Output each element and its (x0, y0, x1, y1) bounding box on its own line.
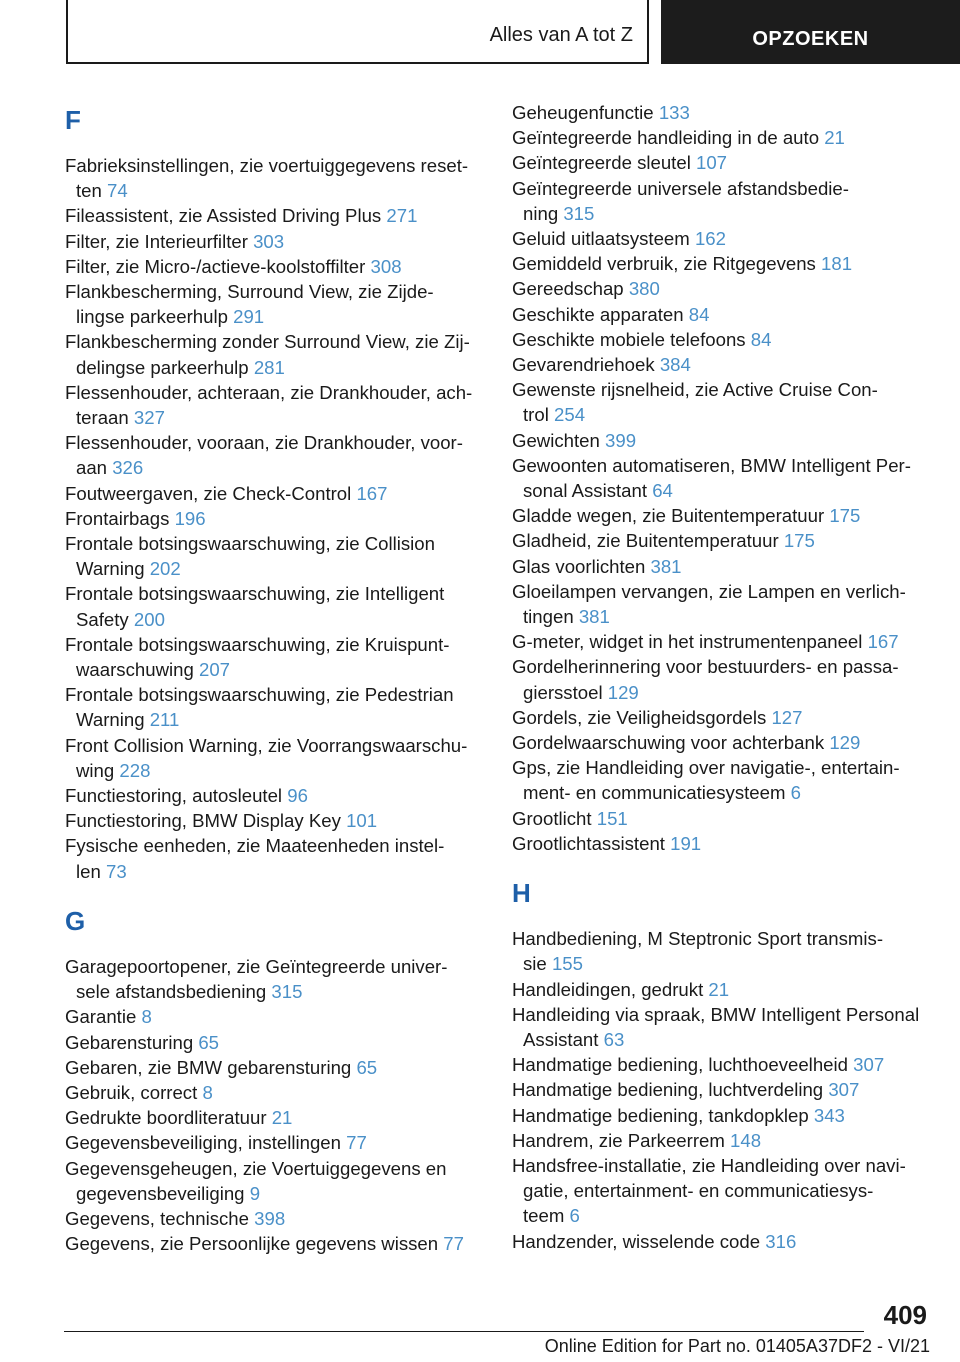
index-entry (65, 682, 485, 732)
index-entry-text: Flankbescherming, Surround View, zie Zijde‐ (65, 281, 434, 303)
index-entry (512, 629, 932, 654)
index-entry-text: Flessenhouder, achteraan, zie Drankhouder, ach‐ (65, 381, 473, 403)
index-entry-text: Gladde wegen, zie Buitentemperatuur (512, 505, 825, 527)
page-link[interactable]: 127 (771, 706, 803, 728)
index-entry-text: Gegevensgeheugen, zie Voertuiggegevens en (65, 1157, 447, 1179)
page-link[interactable]: 399 (605, 429, 637, 451)
index-entry-text: Glas voorlichten (512, 555, 646, 577)
index-entry (512, 125, 932, 150)
page-link[interactable]: 162 (694, 228, 726, 250)
page-link[interactable]: 8 (141, 1006, 152, 1028)
page-link[interactable]: 211 (149, 709, 180, 731)
index-entry-text: Front Collision Warning, zie Voorrangswaarschu‐ (65, 734, 468, 756)
page-link[interactable]: 381 (650, 555, 682, 577)
page-link[interactable]: 191 (670, 832, 702, 854)
page-link[interactable]: 129 (829, 732, 861, 754)
index-entry-text: Gevarendriehoek (512, 354, 655, 376)
index-entry (65, 279, 485, 329)
index-entry-text: Frontale botsingswaarschuwing, zie Collision (65, 533, 435, 555)
index-entry (65, 506, 485, 531)
page-link[interactable]: 167 (867, 631, 899, 653)
index-entry (512, 377, 932, 427)
index-entry (65, 481, 485, 506)
index-entry-text: Flessenhouder, vooraan, zie Drankhouder, voor‐ (65, 432, 463, 454)
index-entry-text: Frontale botsingswaarschuwing, zie Pedestrian (65, 684, 454, 706)
index-entry-text: Gps, zie Handleiding over navigatie-, entertain‐ (512, 757, 900, 779)
index-entry (512, 226, 932, 251)
index-entry-text: Fysische eenheden, zie Maateenheden instel‐ (65, 835, 445, 857)
index-entry-text: Geïntegreerde handleiding in de auto (512, 127, 820, 149)
index-entry (65, 329, 485, 379)
index-entry-text: Assistant (523, 1028, 599, 1050)
index-entry-text: teraan (76, 407, 129, 429)
index-entry (512, 528, 932, 553)
index-entry-text: Fileassistent, zie Assisted Driving Plus (65, 205, 382, 227)
index-entry-text: Geïntegreerde universele afstandsbedie‐ (512, 177, 849, 199)
index-entry-text: giersstoel (523, 681, 603, 703)
page-link[interactable]: 343 (813, 1104, 845, 1126)
index-entry-text: Gordelherinnering voor bestuurders- en passa‐ (512, 656, 899, 678)
index-entry-text: Gladheid, zie Buitentemperatuur (512, 530, 779, 552)
page-link[interactable]: 291 (233, 306, 265, 328)
index-entry (65, 954, 485, 1004)
index-entry-text: gatie, entertainment- en communicatiesys‐ (523, 1180, 874, 1202)
page-link[interactable]: 133 (658, 102, 690, 123)
index-entry (512, 176, 932, 226)
index-entry-text: waarschuwing (76, 659, 194, 681)
index-entry-text: Handmatige bediening, luchthoeveelheid (512, 1054, 848, 1076)
page-link[interactable]: 8 (202, 1081, 213, 1103)
page-link[interactable]: 254 (554, 404, 586, 426)
page-link[interactable]: 398 (254, 1207, 286, 1229)
index-entry (512, 1002, 932, 1052)
index-entry (65, 1231, 485, 1256)
index-entry-text: sonal Assistant (523, 480, 648, 502)
page-link[interactable]: 6 (790, 782, 801, 804)
index-entry-text: Warning (76, 709, 145, 731)
page-link[interactable]: 303 (253, 230, 285, 252)
page-link[interactable]: 151 (596, 807, 628, 829)
page-link[interactable]: 77 (346, 1132, 367, 1154)
index-entry-text: Fabrieksinstellingen, zie voertuiggegevens reset‐ (65, 155, 469, 176)
index-entry (65, 1080, 485, 1105)
index-entry (65, 153, 485, 203)
page-link[interactable]: 326 (112, 457, 144, 479)
page-link[interactable]: 84 (688, 303, 710, 325)
index-entry-text: Handmatige bediening, tankdopklep (512, 1104, 809, 1126)
index-entry (65, 1206, 485, 1231)
page-link[interactable]: 271 (386, 205, 418, 227)
index-entry-text: trol (523, 404, 549, 426)
page-link[interactable]: 21 (708, 978, 730, 1000)
index-entry-text: Handleiding via spraak, BMW Intelligent Personal (512, 1003, 920, 1025)
footer-divider (64, 1331, 864, 1332)
index-entry-text: Gordelwaarschuwing voor achterbank (512, 732, 825, 754)
index-entry (65, 808, 485, 833)
index-entry (512, 1153, 932, 1229)
index-entry-text: Geïntegreerde sleutel (512, 152, 691, 174)
page-link[interactable]: 175 (783, 530, 815, 552)
index-entry (65, 1055, 485, 1080)
page-link[interactable]: 316 (765, 1230, 797, 1252)
breadcrumb: Alles van A tot Z (489, 24, 633, 46)
index-entry-text: Frontale botsingswaarschuwing, zie Intelligent (65, 583, 445, 605)
index-entry (512, 1128, 932, 1153)
page-link[interactable]: 148 (730, 1129, 762, 1151)
index-entry (65, 783, 485, 808)
page-link[interactable]: 101 (346, 810, 378, 832)
header-frame (66, 0, 649, 64)
index-entry (65, 833, 485, 883)
index-entry-text: Frontairbags (65, 507, 170, 529)
index-entry (512, 1229, 932, 1254)
index-entry (512, 276, 932, 301)
index-entry (512, 1052, 932, 1077)
index-entry (65, 380, 485, 430)
index-entry-text: ning (523, 202, 559, 224)
section-letter: F (65, 105, 81, 135)
index-entry-text: Safety (76, 608, 129, 630)
index-entry-text: len (76, 860, 101, 882)
index-entry-text: Geschikte apparaten (512, 303, 684, 325)
index-entry (512, 831, 932, 856)
page-link[interactable]: 63 (603, 1028, 625, 1050)
index-entry (512, 453, 932, 503)
index-entry-text: Handsfree-installatie, zie Handleiding over navi‐ (512, 1154, 906, 1176)
page-link[interactable]: 307 (828, 1079, 860, 1101)
index-entry-text: Gereedschap (512, 278, 624, 300)
index-entry-text: Warning (76, 558, 145, 580)
index-entry (65, 229, 485, 254)
page-link[interactable]: 307 (853, 1054, 885, 1076)
index-entry (512, 352, 932, 377)
index-entry-text: sele afstandsbediening (76, 981, 267, 1003)
index-entry-text: Gewichten (512, 429, 600, 451)
index-entry-text: Grootlichtassistent (512, 832, 665, 854)
index-entry-text: Functiestoring, autosleutel (65, 785, 283, 807)
index-entry-text: Gebruik, correct (65, 1081, 198, 1103)
page-link[interactable]: 64 (652, 480, 673, 502)
index-entry (512, 251, 932, 276)
page-link[interactable]: 155 (551, 953, 583, 975)
index-entry (512, 705, 932, 730)
index-entry-text: Gegevensbeveiliging, instellingen (65, 1132, 341, 1154)
page-link[interactable]: 315 (563, 202, 595, 224)
index-entry-text: Geheugenfunctie (512, 102, 654, 123)
page-link[interactable]: 9 (249, 1182, 261, 1204)
page-link[interactable]: 65 (198, 1031, 220, 1053)
page-link[interactable]: 73 (106, 860, 127, 882)
index-entry (512, 302, 932, 327)
page-link[interactable]: 380 (628, 278, 660, 300)
page-link[interactable]: 181 (821, 253, 853, 275)
tab-opzoeken[interactable]: OPZOEKEN (661, 0, 960, 64)
page-link[interactable]: 327 (133, 407, 165, 429)
index-entry (512, 1103, 932, 1128)
index-entry-text: Functiestoring, BMW Display Key (65, 810, 341, 832)
page-link[interactable]: 74 (107, 180, 128, 202)
index-entry (512, 579, 932, 629)
index-entry (65, 581, 485, 631)
page-link[interactable]: 200 (133, 608, 165, 630)
page-link[interactable]: 65 (356, 1056, 378, 1078)
index-entry (65, 430, 485, 480)
index-entry (512, 654, 932, 704)
page-link[interactable]: 281 (253, 356, 285, 378)
index-entry (65, 632, 485, 682)
index-entry-text: Gewoonten automatiseren, BMW Intelligent Per‐ (512, 454, 911, 476)
index-entry-text: Grootlicht (512, 807, 592, 829)
index-entry-text: Gedrukte boordliteratuur (65, 1107, 267, 1129)
page-link[interactable]: 21 (824, 127, 845, 149)
page-link[interactable]: 196 (174, 507, 206, 529)
index-entry-text: ten (76, 180, 102, 202)
index-entry-text: sie (523, 953, 547, 975)
index-entry-text: Frontale botsingswaarschuwing, zie Kruispunt‐ (65, 633, 450, 655)
index-column-left (65, 100, 485, 1256)
index-entry-text: teem (523, 1205, 565, 1227)
index-entry (65, 203, 485, 228)
index-entry-text: lingse parkeerhulp (76, 306, 228, 328)
index-entry-text: Garagepoortopener, zie Geïntegreerde univer‐ (65, 955, 448, 977)
index-entry-text: Filter, zie Micro-/actieve-koolstoffilter (65, 255, 366, 277)
index-entry (65, 1004, 485, 1029)
index-entry (65, 1105, 485, 1130)
footer-edition: Online Edition for Part no. 01405A37DF2 - VI/21 (544, 1336, 930, 1356)
page-link[interactable]: 308 (370, 255, 402, 277)
index-entry-text: Geschikte mobiele telefoons (512, 328, 746, 350)
index-entry (512, 554, 932, 579)
index-entry-text: Filter, zie Interieurfilter (65, 230, 248, 252)
section-letter: G (65, 905, 86, 936)
index-entry (512, 150, 932, 175)
page-link[interactable]: 77 (443, 1233, 464, 1255)
index-entry (65, 1030, 485, 1055)
index-column-right (512, 100, 932, 1254)
index-entry-text: tingen (523, 606, 574, 628)
page-link[interactable]: 96 (287, 785, 308, 807)
index-entry-text: Gegevens, zie Persoonlijke gegevens wissen (65, 1233, 439, 1255)
index-entry (65, 733, 485, 783)
index-entry-text: gegevensbeveiliging (76, 1182, 245, 1204)
index-entry-text: Handbediening, M Steptronic Sport transmis‐ (512, 928, 884, 950)
index-entry-text: Gewenste rijsnelheid, zie Active Cruise Con‐ (512, 379, 878, 401)
index-entry (512, 806, 932, 831)
index-entry-text: Handrem, zie Parkeerrem (512, 1129, 725, 1151)
index-entry (512, 730, 932, 755)
page-link[interactable]: 202 (149, 558, 181, 580)
index-entry (65, 254, 485, 279)
index-entry-text: Garantie (65, 1006, 137, 1028)
page-number: 409 (883, 1300, 927, 1330)
index-entry-text: Gebarensturing (65, 1031, 194, 1053)
index-entry-text: Gordels, zie Veiligheidsgordels (512, 706, 767, 728)
index-entry-text: Geluid uitlaatsysteem (512, 228, 690, 250)
page-link[interactable]: 315 (271, 981, 303, 1003)
page-link[interactable]: 384 (659, 354, 691, 376)
index-entry-text: Gebaren, zie BMW gebarensturing (65, 1056, 352, 1078)
index-entry (65, 1130, 485, 1155)
page-link[interactable]: 228 (119, 759, 151, 781)
index-entry-text: wing (76, 759, 115, 781)
index-entry (512, 100, 932, 125)
index-entry (512, 428, 932, 453)
index-entry (512, 926, 932, 976)
index-entry-text: Handleidingen, gedrukt (512, 978, 704, 1000)
page-link[interactable]: 207 (199, 659, 231, 681)
index-entry-text: Handzender, wisselende code (512, 1230, 761, 1252)
index-entry-text: Gloeilampen vervangen, zie Lampen en verlich‐ (512, 580, 906, 602)
page-link[interactable]: 107 (696, 152, 728, 174)
index-entry (512, 503, 932, 528)
index-entry-text: ment- en communicatiesysteem (523, 782, 786, 804)
index-entry-text: Flankbescherming zonder Surround View, zie Zij‐ (65, 331, 470, 353)
index-entry-text: Gemiddeld verbruik, zie Ritgegevens (512, 253, 816, 275)
page-link[interactable]: 21 (271, 1107, 293, 1129)
section-letter: H (512, 878, 531, 909)
index-entry-text: aan (76, 457, 108, 479)
page-link[interactable]: 6 (569, 1205, 580, 1227)
page-header (0, 0, 960, 66)
index-entry (65, 531, 485, 581)
index-entry-text: Handmatige bediening, luchtverdeling (512, 1079, 824, 1101)
index-entry-text: G-meter, widget in het instrumentenpaneel (512, 631, 863, 653)
page-link[interactable]: 129 (607, 681, 639, 703)
index-entry-text: Gegevens, technische (65, 1207, 249, 1229)
index-entry (512, 1077, 932, 1102)
page-link[interactable]: 84 (750, 328, 772, 350)
page-link[interactable]: 175 (829, 505, 861, 527)
index-entry (512, 755, 932, 805)
index-entry (65, 1156, 485, 1206)
page-link[interactable]: 167 (356, 482, 388, 504)
index-entry (512, 977, 932, 1002)
index-entry-text: Foutweergaven, zie Check-Control (65, 482, 352, 504)
index-entry-text: delingse parkeerhulp (76, 356, 249, 378)
page-link[interactable]: 381 (578, 606, 610, 628)
index-entry (512, 327, 932, 352)
